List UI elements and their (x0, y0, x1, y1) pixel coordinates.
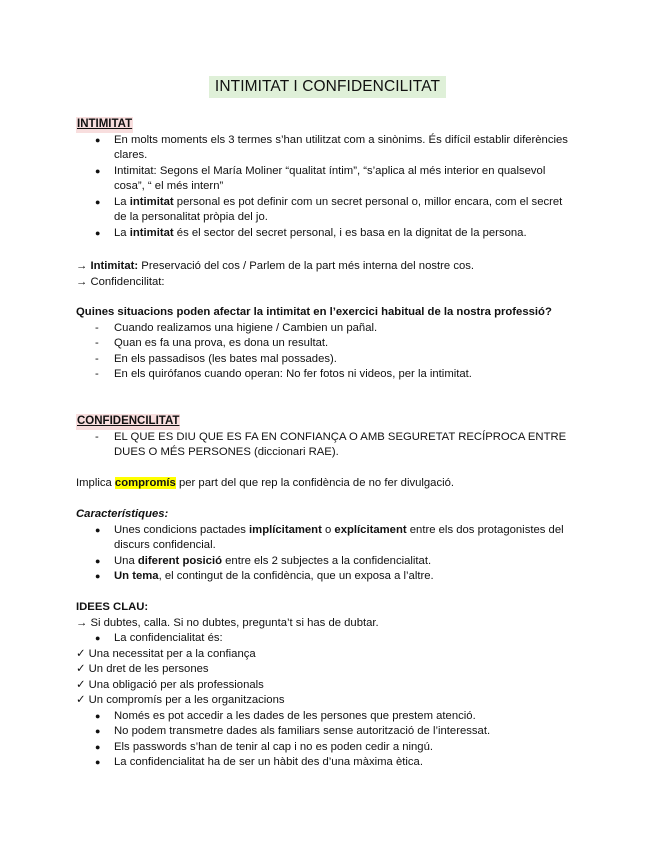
check-item: ✓ Una obligació per als professionals (76, 678, 264, 691)
list-item: ● Intimitat: Segons el María Moliner “qualitat íntim”, “s’aplica al més interior en qualsevol cosa”, “ el més intern” (95, 164, 546, 192)
list-item: ● La confidencialitat ha de ser un hàbit des d’una màxima ètica. (76, 755, 576, 771)
document-title: INTIMITAT I CONFIDENCILITAT (209, 76, 446, 98)
dash-icon: - (95, 321, 99, 334)
arrow-notes (76, 259, 576, 290)
list-item: - EL QUE ES DIU QUE ES FA EN CONFIANÇA O AMB SEGURETAT RECÍPROCA ENTRE DUES O MÉS PERSONES (diccionari RAE). (95, 430, 567, 458)
list-item: ● Un tema, el contingut de la confidència, que un exposa a l’altre. (76, 569, 576, 585)
list-item: ● La intimitat personal es pot definir com un secret personal o, millor encara, com el secret de la personalitat pròpia del jo. (95, 195, 563, 223)
list-item: ● Unes condicions pactades implícitament o explícitament entre els dos protagonistes del discurs confidencial. (95, 523, 564, 551)
section-heading-confidencilitat: CONFIDENCILITAT (76, 414, 180, 430)
dash-icon: - (95, 337, 99, 349)
arrow-line: → Si dubtes, calla. Si no dubtes, pregunta’t si has de dubtar. (76, 616, 379, 629)
caracteristiques-block (76, 507, 576, 585)
bullet-icon: ● (95, 165, 101, 176)
implica-paragraph: Implica compromís per part del que rep la confidència de no fer divulgació. (76, 477, 455, 489)
section-heading-intimitat: INTIMITAT (76, 117, 133, 133)
list-item: - En els quirófanos cuando operan: No fer fotos ni videos, per la intimitat. (76, 367, 596, 383)
bullet-icon: ● (95, 134, 101, 145)
bullet-icon: ● (95, 227, 101, 238)
arrow-line: → Intimitat: Preservació del cos / Parlem de la part més interna del nostre cos. (76, 260, 475, 272)
section-intimitat (76, 117, 576, 241)
section-confidencilitat (76, 414, 576, 461)
arrow-icon: → (76, 260, 88, 272)
arrow-icon: → (76, 616, 88, 629)
bullet-icon: ● (95, 726, 101, 736)
list-item: ● La intimitat és el sector del secret personal, i es basa en la dignitat de la persona. (76, 226, 576, 242)
check-icon: ✓ (76, 694, 86, 706)
dash-icon: - (95, 430, 99, 443)
list-item: ● Una diferent posició entre els 2 subjectes a la confidencialitat. (76, 554, 576, 570)
question-heading: Quines situacions poden afectar la intimitat en l’exercici habitual de la nostra professió? (76, 306, 552, 318)
bullet-icon: ● (95, 524, 101, 535)
bullet-icon: ● (95, 757, 101, 767)
bullet-icon: ● (95, 633, 101, 643)
list-item: - Quan es fa una prova, es dona un resultat. (76, 336, 596, 352)
bullet-icon: ● (95, 571, 101, 581)
caracteristiques-heading: Característiques: (76, 508, 169, 520)
check-icon: ✓ (76, 647, 86, 660)
section-heading-idees-clau: IDEES CLAU: (76, 601, 149, 613)
section-idees-clau (76, 600, 576, 771)
list-item: - En els passadisos (les bates mal possades). (76, 352, 596, 368)
list-item: ● Els passwords s’han de tenir al cap i no es poden cedir a ningú. (76, 740, 576, 756)
list-item: ● La confidencialitat és: (76, 631, 576, 647)
check-item: ✓ Una necessitat per a la confiança (76, 647, 256, 660)
arrow-icon: → (76, 275, 88, 288)
bullet-icon: ● (95, 196, 101, 207)
title-wrap (0, 76, 655, 98)
arrow-line: → Confidencilitat: (76, 275, 165, 288)
list-item: ● En molts moments els 3 termes s’han utilitzat com a sinònims. És difícil establir diferències clares. (95, 133, 568, 161)
check-icon: ✓ (76, 678, 86, 691)
check-item: ✓ Un compromís per a les organitzacions (76, 694, 285, 706)
list-item: ● No podem transmetre dades als familiars sense autorització de l’interessat. (76, 724, 576, 740)
highlight-compromis: compromís (114, 477, 176, 489)
list-item: ● Només es pot accedir a les dades de les persones que prestem atenció. (76, 709, 576, 725)
bullet-icon: ● (95, 741, 101, 752)
check-icon: ✓ (76, 663, 86, 675)
question-block (76, 305, 596, 383)
dash-icon: - (95, 352, 99, 365)
bullet-icon: ● (95, 555, 101, 566)
dash-icon: - (95, 368, 99, 380)
list-item: - Cuando realizamos una higiene / Cambien un pañal. (76, 321, 596, 337)
bullet-icon: ● (95, 710, 101, 721)
check-item: ✓ Un dret de les persones (76, 663, 209, 675)
